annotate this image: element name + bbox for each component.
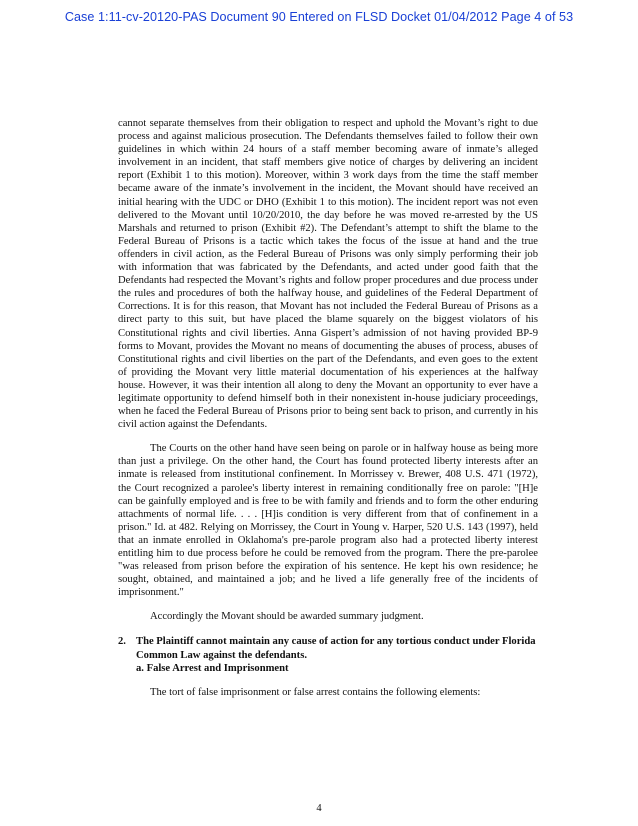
court-filing-header: Case 1:11-cv-20120-PAS Document 90 Entered on FLSD Docket 01/04/2012 Page 4 of 53 [64, 10, 574, 24]
section-title: The Plaintiff cannot maintain any cause of action for any tortious conduct under Florida Common Law against the defendants. [136, 636, 536, 661]
document-body [118, 117, 538, 699]
section-heading [118, 635, 538, 661]
section-number: 2. [118, 636, 126, 648]
paragraph-false-imprisonment-elements: The tort of false imprisonment or false arrest contains the following elements: [150, 686, 481, 698]
page-number: 4 [316, 803, 322, 814]
paragraph-due-process: cannot separate themselves from their obligation to respect and uphold the Movant’s right to due process and against malicious prosecution. The Defendants themselves failed to follow their own guidelines in which within 24 hours of a staff member becoming aware of inmate’s alleged involvement in an incident, that staff members give notice of charges by delivering an incident report (Exhibit 1 to this motion). Moreover, within 3 work days from the time the staff member became aware of the inmate’s involvement in the incident, the Movant should have received an initial hearing with the UDC or DHO (Exhibit 1 to this motion). The incident report was not even delivered to the Movant until 10/20/2010, the day before he was moved re-arrested by the US Marshals and returned to prison (Exhibit #2). The Defendant’s attempt to shift the blame to the Federal Bureau of Prisons is a tactic which takes the focus of the issue at hand and the true offenders in civil action, as the Federal Bureau of Prisons was only simply performing their job with information that was fabricated by the Defendants, and acted under good faith that the Defendants had respected the Movant’s rights and follow proper procedures and due process under the rules and procedures of both the halfway house, and guidelines of the Federal Department of Corrections. It is for this reason, that Movant has not included the Federal Bureau of Prisons as a direct party to this suit, but have placed the blame squarely on the biggest violators of his Constitutional rights and civil liberties. Anna Gispert’s admission of not having provided BP-9 forms to Movant, provides the Movant no means of documenting the abuses of process, abuses of Constitutional rights and civil liberties on the part of the Defendants, and even goes to the extent of providing the Movant very little material documentation of his experiences at the halfway house. However, it was their intention all along to deny the Movant an opportunity to ever have a legitimate opportunity to defend himself both in their nonexistent in-house judiciary proceedings, when he faced the Federal Bureau of Prisons prior to being sent back to prison, and currently in his civil action against the Defendants. [118, 118, 538, 431]
paragraph-liberty-interest: The Courts on the other hand have seen being on parole or in halfway house as being more than just a privilege. On the other hand, the Court has found protected liberty interests after an inmate is released from institutional confinement. In Morrissey v. Brewer, 408 U.S. 471 (1972), the Court recognized a parolee's liberty interest in remaining conditionally free on parole: "[H]e can be gainfully employed and is free to be with family and friends and to form the other enduring attachments of normal life. . . . [H]is condition is very different from that of confinement in a prison." Id. at 482. Relying on Morrissey, the Court in Young v. Harper, 520 U.S. 143 (1997), held that an inmate enrolled in Oklahoma's pre-parole program also had a protected liberty interest entitling him to due process before he could be removed from the program. There the pre-parolee "was released from prison before the expiration of his sentence. He kept his own residence; he sought, obtained, and maintained a job; and he lived a life generally free of the incidents of imprisonment." [118, 443, 538, 599]
paragraph-summary-judgment: Accordingly the Movant should be awarded summary judgment. [150, 611, 424, 623]
subsection-heading: a. False Arrest and Imprisonment [136, 662, 289, 674]
